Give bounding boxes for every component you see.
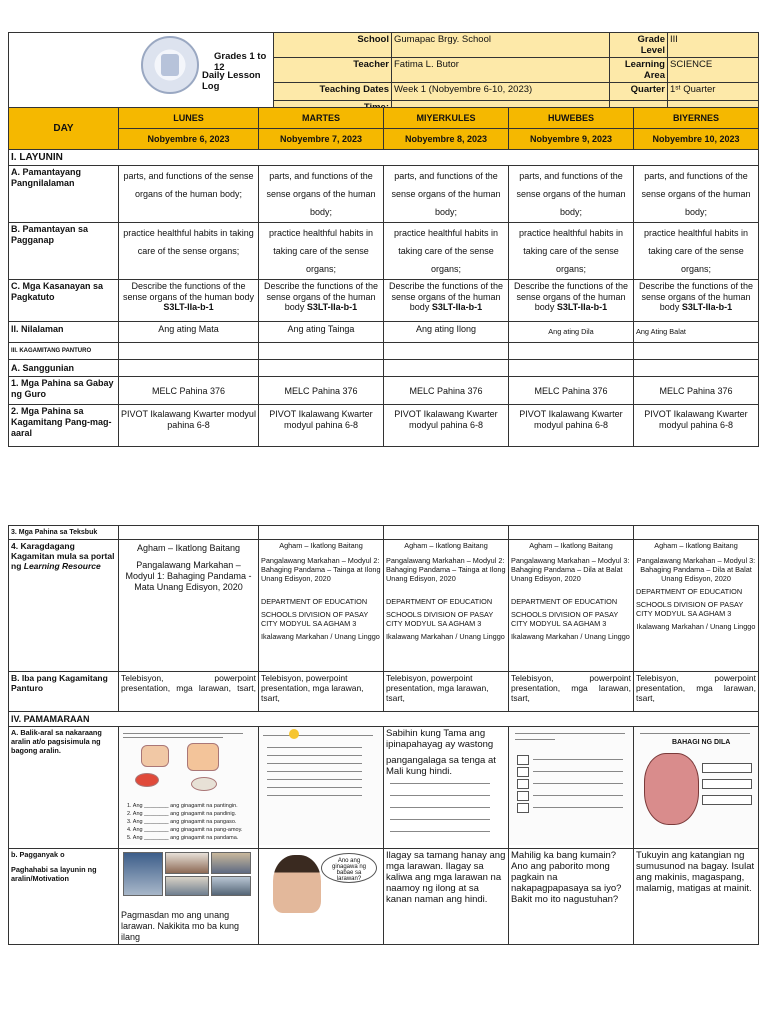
true-false-list [386,777,506,837]
pangmag-cell-0: PIVOT Ikalawang Kwarter modyul pahina 6-8 [119,405,259,447]
iba-cell-4: Telebisyon, powerpoint presentation, mga larawan, tsart, [634,672,759,712]
day-date-0: Nobyembre 6, 2023 [119,129,259,150]
iba-cell-0: Telebisyon, powerpoint presentation, mga larawan, tsart, [119,672,259,712]
nilalaman-cell-4: Ang Ating Balat [634,322,759,343]
biyernes-resource-cell: Agham – Ikatlong Baitang Pangalawang Markahan – Modyul 3: Bahaging Pandama – Dila at Balat Unang Edisyon, 2020 DEPARTMENT OF EDUCATION SCHOOLS DIVISION OF PASAY CITY MODYUL SA AGHAM 3 Ikalawang Markahan / Unang Linggo [634,540,759,672]
gabay-cell-3: MELC Pahina 376 [509,377,634,405]
pangnilalaman-label: A. Pamantayang Pangnilalaman [9,166,119,223]
iba-cell-2: Telebisyon, powerpoint presentation, mga larawan, tsart, [384,672,509,712]
kasanayan-code-0: S3LT-IIa-b-1 [163,302,214,312]
day-name-2: MIYERKULES [384,108,509,129]
empty-cell [634,526,759,540]
gabay-cell-0: MELC Pahina 376 [119,377,259,405]
karagdagan-label: 4. Karagdagang Kagamitan mula sa portal ng Learning Resource [9,540,119,672]
iba-cell-3: Telebisyon, powerpoint presentation, mga larawan, tsart, [509,672,634,712]
day-name-3: HUWEBES [509,108,634,129]
huwebes-worksheet-cell [509,727,634,849]
grade-level-label: Grade Level [610,33,668,58]
senses-worksheet-image: 1. Ang ________ ang ginagamit na pantingin. 2. Ang ________ ang ginagamit na pandinig. 3. Ang ________ ang ginagamit na pangaso. 4. Ang ________ ang ginagamit na pang-amoy. 5. Ang ________ ang ginagamit na pandama. [119,727,258,845]
pagganap-cell-4: practice healthful habits in taking care of the sense organs; [634,223,759,280]
teaching-dates-label: Teaching Dates [274,83,392,101]
smiley-icon [289,729,299,739]
tongue-worksheet-image [509,727,633,845]
kasanayan-cell-2: Describe the functions of the sense organs of the human body S3LT-IIa-b-1 [384,280,509,322]
photo-5 [211,876,251,896]
empty-cell [119,526,259,540]
day-name-1: MARTES [259,108,384,129]
teksbuk-label: 3. Mga Pahina sa Teksbuk [9,526,119,540]
header-logo-cell [9,33,274,119]
kasanayan-cell-4: Describe the functions of the sense organs of the human body S3LT-IIa-b-1 [634,280,759,322]
pangmag-cell-2: PIVOT Ikalawang Kwarter modyul pahina 6-8 [384,405,509,447]
martes-pagganyak-cell [259,849,384,945]
pangmag-cell-4: PIVOT Ikalawang Kwarter modyul pahina 6-8 [634,405,759,447]
pamamaraan-heading: IV. PAMAMARAAN [9,712,759,727]
learning-area-value: SCIENCE [668,58,759,83]
kasanayan-cell-1: Describe the functions of the sense organs of the human body S3LT-IIa-b-1 [259,280,384,322]
ear-worksheet-image [259,727,383,845]
materials-procedure-table [8,525,759,945]
martes-worksheet-cell [259,727,384,849]
gabay-cell-1: MELC Pahina 376 [259,377,384,405]
martes-resource-cell: Agham – Ikatlong Baitang Pangalawang Markahan – Modyul 2: Bahaging Pandama – Tainga at Ilong Unang Edisyon, 2020 DEPARTMENT OF EDUCATION SCHOOLS DIVISION OF PASAY CITY MODYUL SA AGHAM 3 Ikalawang Markahan / Unang Linggo [259,540,384,672]
day-date-4: Nobyembre 10, 2023 [634,129,759,150]
empty-cell [634,343,759,360]
grade-level-value: III [668,33,759,58]
empty-cell [119,360,259,377]
balik-aral-label: A. Balik-aral sa nakaraang aralin at/o pagsisimula ng bagong aralin. [9,727,119,849]
pangmag-label: 2. Mga Pahina sa Kagamitang Pang-mag-aaral [9,405,119,447]
day-name-4: BIYERNES [634,108,759,129]
girl-headphones-picture [273,855,321,913]
pagganyak-label: b. Pagganyak o [11,850,65,859]
empty-cell [259,360,384,377]
kagamitan-heading: III. KAGAMITANG PANTURO [9,343,119,360]
lunes-resource-cell: Agham – Ikatlong Baitang Pangalawang Markahan – Modyul 1: Bahaging Pandama - Mata Unang Edisyon, 2020 [119,540,259,672]
grades-title: Grades 1 to 12 [214,51,267,73]
pangnilalaman-cell-1: parts, and functions of the sense organs of the human body; [259,166,384,223]
pangnilalaman-cell-4: parts, and functions of the sense organs of the human body; [634,166,759,223]
tongue-diagram-image [634,727,758,845]
pagganap-cell-2: practice healthful habits in taking care of the sense organs; [384,223,509,280]
pagganap-cell-1: practice healthful habits in taking care of the sense organs; [259,223,384,280]
lesson-header-table [8,32,759,119]
lunes-pagganyak-cell: Pagmasdan mo ang unang larawan. Nakikita mo ba kung ilang [119,849,259,945]
kasanayan-code-1: S3LT-IIa-b-1 [306,302,358,312]
bahagi-ng-dila-title: BAHAGI NG DILA [672,739,731,746]
pangmag-cell-3: PIVOT Ikalawang Kwarter modyul pahina 6-8 [509,405,634,447]
pangnilalaman-cell-0: parts, and functions of the sense organs of the human body; [119,166,259,223]
day-date-1: Nobyembre 7, 2023 [259,129,384,150]
eye-picture [191,777,217,791]
iba-cell-1: Telebisyon, powerpoint presentation, mga larawan, tsart, [259,672,384,712]
photo-2 [165,852,209,874]
hand-picture [187,743,219,771]
pangnilalaman-cell-2: parts, and functions of the sense organs of the human body; [384,166,509,223]
miyerkules-balik-cell: Sabihin kung Tama ang ipinapahayag ay wastong pangangalaga sa tenga at Mali kung hindi. [384,727,509,849]
miyerkules-pagganyak-cell: Ilagay sa tamang hanay ang mga larawan. Ilagay sa kaliwa ang mga larawan na naamoy ng ilong at sa kanan naman ang hindi. [384,849,509,945]
biyernes-worksheet-cell [634,727,759,849]
day-date-3: Nobyembre 9, 2023 [509,129,634,150]
learning-resource-label: Learning Resource [23,561,101,571]
quarter-value: 1ˢᵗ Quarter [668,83,759,101]
objectives-table [8,107,759,447]
nilalaman-cell-1: Ang ating Tainga [259,322,384,343]
nilalaman-cell-0: Ang ating Mata [119,322,259,343]
empty-cell [119,343,259,360]
daily-lesson-log-title: Daily Lesson Log [202,70,261,92]
empty-cell [509,526,634,540]
gabay-label: 1. Mga Pahina sa Gabay ng Guro [9,377,119,405]
kasanayan-code-4: S3LT-IIa-b-1 [681,302,733,312]
empty-cell [384,526,509,540]
kasanayan-code-2: S3LT-IIa-b-1 [431,302,483,312]
empty-cell [259,343,384,360]
gabay-cell-4: MELC Pahina 376 [634,377,759,405]
photo-collage [121,850,256,902]
empty-cell [384,343,509,360]
ear-picture [141,745,169,767]
pangnilalaman-cell-3: parts, and functions of the sense organs of the human body; [509,166,634,223]
speech-bubble: Ano ang ginagawa ng babae sa larawan? [321,853,377,883]
deped-seal-icon [141,36,199,94]
teacher-value: Fatima L. Butor [392,58,610,83]
pagganyak-label-cell [9,849,119,945]
learning-area-label: Learning Area [610,58,668,83]
pagganap-cell-0: practice healthful habits in taking care of the sense organs; [119,223,259,280]
pagganap-cell-3: practice healthful habits in taking care of the sense organs; [509,223,634,280]
school-value: Gumapac Brgy. School [392,33,610,58]
layunin-heading: I. LAYUNIN [9,150,759,166]
kasanayan-cell-3: Describe the functions of the sense organs of the human body S3LT-IIa-b-1 [509,280,634,322]
photo-1 [123,852,163,896]
empty-cell [509,360,634,377]
day-name-0: LUNES [119,108,259,129]
lips-picture [135,773,159,787]
paghahabi-label: Paghahabi sa layunin ng aralin/Motivation [11,865,97,883]
pangmag-cell-1: PIVOT Ikalawang Kwarter modyul pahina 6-8 [259,405,384,447]
huwebes-pagganyak-cell: Mahilig ka bang kumain? Ano ang paborito mong pagkain na nakapagpapasaya sa iyo? Bakit mo ito nagustuhan? [509,849,634,945]
sanggunian-label: A. Sanggunian [9,360,119,377]
empty-cell [509,343,634,360]
empty-cell [634,360,759,377]
quarter-label: Quarter [610,83,668,101]
kasanayan-cell-0: Describe the functions of the sense organs of the human body S3LT-IIa-b-1 [119,280,259,322]
teaching-dates-value: Week 1 (Nobyembre 6-10, 2023) [392,83,610,101]
lunes-worksheet-cell [119,727,259,849]
nilalaman-cell-2: Ang ating Ilong [384,322,509,343]
tongue-icon [644,753,699,825]
day-label: DAY [9,108,119,150]
miyerkules-resource-cell: Agham – Ikatlong Baitang Pangalawang Markahan – Modyul 2: Bahaging Pandama – Tainga at Ilong Unang Edisyon, 2020 DEPARTMENT OF EDUCATION SCHOOLS DIVISION OF PASAY CITY MODYUL SA AGHAM 3 Ikalawang Markahan / Unang Linggo [384,540,509,672]
nilalaman-label: II. Nilalaman [9,322,119,343]
empty-cell [384,360,509,377]
empty-cell [259,526,384,540]
pagganap-label: B. Pamantayan sa Pagganap [9,223,119,280]
huwebes-resource-cell: Agham – Ikatlong Baitang Pangalawang Markahan – Modyul 3: Bahaging Pandama – Dila at Balat Unang Edisyon, 2020 DEPARTMENT OF EDUCATION SCHOOLS DIVISION OF PASAY CITY MODYUL SA AGHAM 3 Ikalawang Markahan / Unang Linggo [509,540,634,672]
kasanayan-label: C. Mga Kasanayan sa Pagkatuto [9,280,119,322]
photo-3 [211,852,251,874]
gabay-cell-2: MELC Pahina 376 [384,377,509,405]
teacher-label: Teacher [274,58,392,83]
school-label: School [274,33,392,58]
iba-label: B. Iba pang Kagamitang Panturo [9,672,119,712]
biyernes-pagganyak-cell: Tukuyin ang katangian ng sumusunod na bagay. Isulat ang makinis, magaspang, malamig, matigas at mainit. [634,849,759,945]
nilalaman-cell-3: Ang ating Dila [509,322,634,343]
kasanayan-code-3: S3LT-IIa-b-1 [556,302,608,312]
day-date-2: Nobyembre 8, 2023 [384,129,509,150]
photo-4 [165,876,209,896]
